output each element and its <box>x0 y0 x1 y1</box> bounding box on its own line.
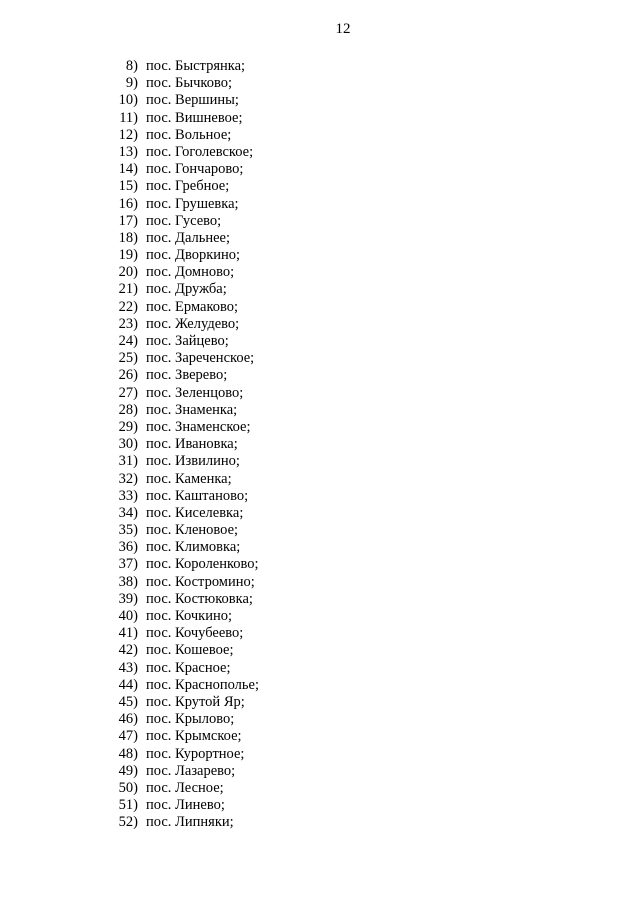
list-item-number: 29) <box>118 418 138 435</box>
list-item-number: 21) <box>118 281 138 298</box>
settlement-list <box>108 58 259 831</box>
list-item-text: пос. Красное; <box>146 659 231 676</box>
list-item-text: пос. Зареченское; <box>146 350 255 367</box>
list-item-text: пос. Киселевка; <box>146 504 244 521</box>
list-item-text: пос. Климовка; <box>146 539 241 556</box>
list-item-text: пос. Грушевка; <box>146 195 239 212</box>
list-item <box>108 660 259 677</box>
list-item-text: пос. Домново; <box>146 264 235 281</box>
list-item <box>108 505 259 522</box>
list-item <box>108 299 259 316</box>
list-item-text: пос. Каменка; <box>146 470 232 487</box>
list-item-number: 40) <box>118 608 138 624</box>
list-item <box>108 728 259 745</box>
list-item-text: пос. Костюковка; <box>146 590 253 607</box>
list-item <box>108 92 259 109</box>
list-item-number: 46) <box>118 711 138 728</box>
list-item-text: пос. Короленково; <box>146 556 259 573</box>
list-item-text: пос. Лесное; <box>146 779 224 796</box>
list-item-number: 32) <box>118 470 138 487</box>
list-item-number: 45) <box>118 693 138 710</box>
list-item-number: 23) <box>118 315 138 332</box>
list-item-number: 9) <box>125 75 138 92</box>
list-item <box>108 196 259 213</box>
list-item-text: пос. Дальнее; <box>146 229 231 246</box>
list-item-number: 41) <box>118 625 138 642</box>
list-item <box>108 522 259 539</box>
list-item <box>108 574 259 591</box>
list-item <box>108 608 259 625</box>
list-item-text: пос. Кошевое; <box>146 642 234 659</box>
list-item-text: пос. Дворкино; <box>146 247 241 264</box>
list-item-text: пос. Лазарево; <box>146 762 236 779</box>
list-item-number: 27) <box>118 384 138 401</box>
list-item <box>108 161 259 178</box>
list-item <box>108 110 259 127</box>
list-item <box>108 642 259 659</box>
list-item-text: пос. Крымское; <box>146 728 242 745</box>
list-item-text: пос. Зайцево; <box>146 333 229 349</box>
page-number: 12 <box>335 21 351 37</box>
list-item-text: пос. Вольное; <box>146 126 232 143</box>
list-item-text: пос. Извилино; <box>146 453 240 470</box>
list-item <box>108 694 259 711</box>
list-item-number: 18) <box>118 229 138 246</box>
list-item-text: пос. Быстрянка; <box>146 58 246 74</box>
list-item-text: пос. Знаменское; <box>146 418 251 435</box>
list-item-number: 12) <box>118 126 138 143</box>
list-item-text: пос. Краснополье; <box>146 676 259 693</box>
list-item-number: 42) <box>118 642 138 659</box>
list-item-number: 13) <box>118 143 138 160</box>
list-item <box>108 763 259 780</box>
list-item-number: 26) <box>118 367 138 384</box>
list-item-number: 24) <box>118 333 138 349</box>
list-item-text: пос. Гребное; <box>146 178 230 195</box>
list-item <box>108 488 259 505</box>
list-item-text: пос. Крылово; <box>146 711 235 728</box>
list-item <box>108 556 259 573</box>
list-item <box>108 350 259 367</box>
list-item-number: 44) <box>118 676 138 693</box>
list-item-number: 22) <box>118 298 138 315</box>
list-item-text: пос. Каштаново; <box>146 487 249 504</box>
list-item-text: пос. Ивановка; <box>146 436 238 453</box>
list-item-number: 8) <box>125 58 138 74</box>
list-item-text: пос. Гусево; <box>146 212 222 229</box>
list-item-number: 33) <box>118 487 138 504</box>
list-item <box>108 213 259 230</box>
list-item <box>108 367 259 384</box>
list-item-text: пос. Вершины; <box>146 92 239 109</box>
list-item-text: пос. Кочкино; <box>146 608 233 624</box>
list-item <box>108 419 259 436</box>
list-item <box>108 625 259 642</box>
list-item <box>108 75 259 92</box>
list-item-number: 35) <box>118 522 138 539</box>
list-item-number: 36) <box>118 539 138 556</box>
list-item-number: 52) <box>118 814 138 831</box>
list-item-text: пос. Зеленцово; <box>146 384 244 401</box>
list-item-number: 48) <box>118 745 138 762</box>
list-item <box>108 711 259 728</box>
list-item-number: 25) <box>118 350 138 367</box>
list-item <box>108 814 259 831</box>
list-item <box>108 539 259 556</box>
list-item <box>108 333 259 350</box>
list-item-text: пос. Кочубеево; <box>146 625 244 642</box>
list-item-text: пос. Дружба; <box>146 281 227 298</box>
list-item-number: 31) <box>118 453 138 470</box>
list-item-text: пос. Гончарово; <box>146 161 244 178</box>
list-item-text: пос. Ермаково; <box>146 298 239 315</box>
list-item <box>108 797 259 814</box>
list-item-number: 49) <box>118 762 138 779</box>
list-item <box>108 385 259 402</box>
list-item <box>108 178 259 195</box>
list-item-number: 15) <box>118 178 138 195</box>
list-item <box>108 281 259 298</box>
list-item <box>108 230 259 247</box>
list-item-number: 19) <box>118 247 138 264</box>
list-item-text: пос. Линево; <box>146 797 225 814</box>
list-item <box>108 127 259 144</box>
list-item-number: 37) <box>118 556 138 573</box>
list-item-number: 11) <box>119 109 138 126</box>
list-item-number: 17) <box>118 212 138 229</box>
list-item-number: 34) <box>118 504 138 521</box>
list-item-number: 20) <box>118 264 138 281</box>
list-item <box>108 436 259 453</box>
list-item <box>108 402 259 419</box>
list-item-number: 30) <box>118 436 138 453</box>
list-item-text: пос. Липняки; <box>146 814 234 831</box>
list-item-number: 10) <box>118 92 138 109</box>
list-item-text: пос. Крутой Яр; <box>146 693 245 710</box>
list-item-text: пос. Зверево; <box>146 367 228 384</box>
list-item-text: пос. Знаменка; <box>146 401 238 418</box>
list-item-text: пос. Курортное; <box>146 745 245 762</box>
list-item-text: пос. Бычково; <box>146 75 233 92</box>
list-item <box>108 58 259 75</box>
list-item-number: 14) <box>118 161 138 178</box>
list-item-text: пос. Гоголевское; <box>146 143 254 160</box>
list-item <box>108 780 259 797</box>
list-item <box>108 591 259 608</box>
list-item-text: пос. Кленовое; <box>146 522 239 539</box>
list-item-number: 39) <box>118 590 138 607</box>
list-item <box>108 746 259 763</box>
list-item <box>108 247 259 264</box>
list-item <box>108 471 259 488</box>
list-item-number: 43) <box>118 659 138 676</box>
list-item <box>108 453 259 470</box>
list-item-number: 38) <box>118 573 138 590</box>
list-item-number: 28) <box>118 401 138 418</box>
list-item-text: пос. Желудево; <box>146 315 240 332</box>
list-item-number: 50) <box>118 779 138 796</box>
list-item-text: пос. Вишневое; <box>146 109 243 126</box>
list-item <box>108 677 259 694</box>
list-item-number: 51) <box>118 797 138 814</box>
list-item-text: пос. Костромино; <box>146 573 255 590</box>
list-item <box>108 316 259 333</box>
list-item-number: 16) <box>118 195 138 212</box>
list-item <box>108 264 259 281</box>
list-item-number: 47) <box>118 728 138 745</box>
list-item <box>108 144 259 161</box>
